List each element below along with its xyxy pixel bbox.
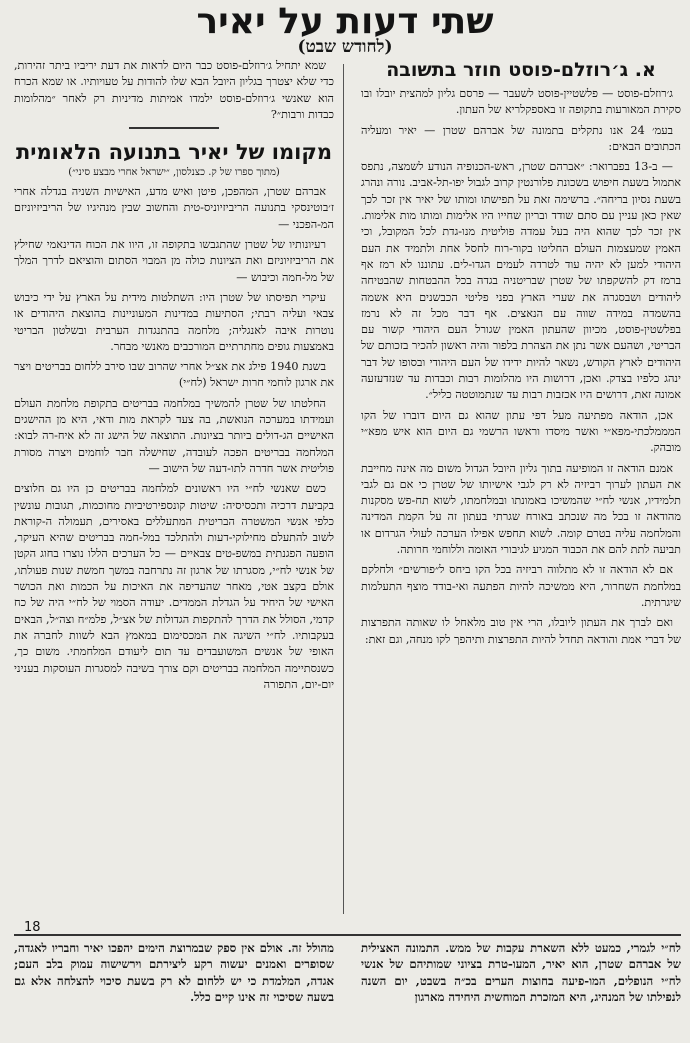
- page-subtitle: (לחודש שבט): [297, 37, 393, 57]
- section-divider: [129, 127, 219, 129]
- article1-title: א. ג׳רוזלם-פוסט חוזר בתשובה: [386, 59, 656, 81]
- article2-paragraph: רעיונותיו של שטרן שהתגבשו בתקופה זו, היוו את הכוח הדינאמי שחילץ את הריביזיוניזם ואת הציונות כולה מן המבוי הסתום והוציאם לדרך המלך של מל-חמה וכיבוש —: [14, 238, 334, 284]
- article1-paragraph: בעמ׳ 24 אנו נתקלים בתמונה של אברהם שטרן — יאיר ומעליה הכתובים הבאים:: [361, 123, 681, 153]
- article1-paragraph: — ב-13 בפברואר: ״אברהם שטרן, ראש-הכנופיה הנודע לשמצה, נתפס אתמול בשעת חיפוש בשכונת פלורנטין קרוב לגבול יפו-תל-אביב. נורה ונהרג בשעת נסיון בריחה״. ברשימה זאת על תפישתו ומותו של יאיר אין זכר לכך שאין כאן עניין עם סתם שודד ובריון שחייו היו אלימות ומותו מות אלימות. אין זכר לכך שהוא היה בעל עמדה פוליטית מנו-גדת לכל המקובל, וכי האמין שמעצמות העולם החליטו בקור-רוח לחסל אחת ולתמיד את העם היהודי למען לא יהיה עוד לטרדה לעמים הגדו-לים. עתוננו לא רמז אף ברמז דק להשקפתו של שטרן שבריטניה בגדה בכל ההבטחות שהבטיחה ליהודים ושבסגרה את שערי הארץ בפני פליטי הכבשנים היא אשמה בהשמדה במידה שווה עם הנאצים. אף דבר מכל זה לא נרמז בפלשטין-פוסט, מכיוון שהעתון האמין שגורל העם היהודי קשור עם הבריטי, ושהעם אשר נתן את הצהרת בלפור והיה ראשון להכיר בזכותם של היהודים לארץ הקודש, נשאר להיות ידידו של העם היהודי ובסופו של דבר ינהג כלפיו בצדק. ואכן, דרושות היו מהלומות רבות וכבדות עד שנזדעזעה אמונה זאת, דרושים היו אכזבות רבות עד שנתמוטטה כליל״.: [361, 160, 681, 402]
- article2-byline: (מתוך ספרו של ק. כצנלסון, ״ישראל אחרי מבצע סיני״): [68, 167, 280, 179]
- bottom-left-text: מהולל זה. אולם אין ספק שבמרוצת הימים יהפכו יאיר וחבריו לאגדה, שסופרים ואמנים יעשוה רקע ליצירתם וירשישוה עמוק בלב העם; אגדה, המלמדת כי יש ללחום לא רק בשעת סיכוי להצלחה אלא גם בשעה שסיכוי זה אינו קיים כלל.: [14, 941, 334, 1005]
- page-title: שתי דעות על יאיר: [196, 1, 494, 42]
- article1-paragraph: אמנם הודאה זו המופיעה בתוך גליון היובל הגדול משום מה אינה מחייבת את העתון לערוך רביזיה לא רק לגבי אישיותו של שטרן כי אם גם לגבי תלמידיו, אנשי לח״י שהמשיכו באמונתו ובמלחמתו, לשוא תח-פש מסקנות מהודאה זו בכל מה שנכתב באורח שגרתי בעתון זה על הקמת המדינה והמלחמה עליה בטרם קומה. לשוא תחפש אפילו הערכה לעולי הגרדום או תביעה לתת להם את הכבוד המגיע לגיבורי האומה וללוחמי חרותה.: [361, 461, 681, 557]
- article2-paragraph: בשנת 1940 פילג את אצ״ל אחרי שהרוב שבו סירב ללחום בבריטים ויצר את ארגון לוחמי חרות ישראל (לח״י): [14, 360, 334, 390]
- article2-title: מקומו של יאיר בתנועה הלאומית: [15, 140, 333, 165]
- article1-paragraph: אם לא הודאה זו לא מתלווה רביזיה בכל הקו ביחס ל״פורשים״ ולחלקם במלחמת השחרור, היא ממשיכה להיות הפתעה ואי-בודד מוצף התעלמות שיגרתית.: [361, 563, 681, 609]
- left-column: [14, 58, 334, 918]
- bottom-right-block: [361, 940, 681, 1040]
- bottom-left-block: [14, 940, 334, 1040]
- page-number: 18: [24, 920, 41, 935]
- article1-continuation: שמא יתחיל ג׳רוזלם-פוסט כבר היום לראות את דעת יריביו ביתר זהירות, כדי שלא יצטרך בגליון היובל הבא שלו להודות על טעויותיו. או שמא הכרח הוא שאנשי ג׳רוזלם-פוסט ילמדו אמיתות מדיניות רק לאחר ״מהלומות כבדות ורבות״?: [14, 59, 334, 121]
- column-divider: [343, 64, 344, 914]
- article1-paragraph: ג׳רוזלם-פוסט — פלשטיין-פוסט לשעבר — פרסם גליון למהצית יובלו ובו סקירת המאורעות בתקופה זו באספקלריא של העתון.: [361, 87, 681, 117]
- bottom-rule: [14, 934, 681, 936]
- article2-paragraph: עיקרי תפיסתו של שטרן היו: השתלטות מידית על הארץ על ידי כיבוש צבאי ועליה רבתי; הסתיעות במדינות המעוניינות בהוצאת היהודים או נוטרות איבה לאנגליה; מלחמה בהתנגדות הערבית ובשלטון הבריטי באמצעות גופים מחתרתיים המורכבים מאנשי מבחר.: [14, 290, 334, 353]
- right-column: [361, 58, 681, 918]
- article2-paragraph: אברהם שטרן, המהפכן, פיטן ואיש מדע, האישיות השניה בגדלה אחרי ז׳בוטינסקי בתנועה הריביזיוניס-טית והחשוב שבין מנהיגיו של הריביזיוניזם המ-הפכני —: [14, 185, 334, 231]
- article1-paragraph: אכן, הודאה מפתיעה מעל דפי עתון שהוא גם היום דוברו של הקו המממלכתי-מפא״י ואשר מיסדו וראשו הרשמי גם היום הוא איש מפא״י מובהק.: [361, 408, 681, 455]
- article2-paragraph: כשם שאנשי לח״י היו ראשונים למלחמה בבריטים כן היו גם חלוצים בקביעת דרכיה ותכסיסיה: שיטות קונספירטיביות מחוכמות, תגובות עונשין כלפי אנשי המשטרה הבריטית המתעללים באסירים, תעמולה ה-קוראת לשוב להתעלם מחילוקי-דעות ולהתלכד במל-חמה בבריטים שהיא העיקר, הופעה הפגנתית במשפ-טים צבאיים — כל הערכים הללו נוצרו בחוג הקטן של אנשי לח״י, מסגרתו של ארגון זה נתרחבה במשך חמשת שנות פעולתו, אולם בקצב אטי, מאחר שהעדיפה את האיכות על הכמות ואת הכושר האישי של היחיד על הגדלת הממדים. יעודה הסמוי של לח״י היה של כח קדמי, הסולל את הדרך להתקפות הגדולות של אצ״ל, פלמ״ח וצה״ל, הבאים בעקבותיו. לח״י השיגה את המכסימום במאמץ הבא לשוות לחברה את האופי של אנשים המשועבדים עד תום ליעודם המלחמתי. משום כך, כשנסתיימה המלחמה בבריטים וקם צורך בשיבה למסגרות העוסקות בעניני יום-יום, התפורה: [14, 482, 334, 691]
- article1-paragraph: ואם לברך את העתון ליובלו, הרי אין טוב מלאחל לו שאותה התפרצות של דברי אמת והודאה תחדל להיות התפרצות ותיהפך לקו מנחה, וגם זאת:: [361, 616, 681, 646]
- article2-paragraph: החלטתו של שטרן להמשיך במלחמה בבריטים בתקופת מלחמת העולם ועמידתו במערכה הנואשת, בה צעד לקראת מות ודאי, היא מן ההישגים האישיים הג-דולים ביותר בציונות. התוצאה של הישג זה לא איח-רה לבוא: המלחמה בבריטים הפכה לעובדה, שחישלה חבר לוחמים ויצרה מסורת פוליטית אשר חדרה לתו-דעה של הישוב —: [14, 396, 334, 475]
- bottom-right-text: לח״י לגמרי, כמעט ללא השארת עקבות של ממש. התמונה האצילית של אברהם שטרן, הוא יאיר, המעו-טרת בציוני שמותיהם של אנשי לח״י הנופלים, המו-פיעה בחוצות הערים בכ״ה בשבט, יום השנה לנפילתו של המנהיג, היא המזכרת המוחשית היחידה מארגון: [361, 941, 681, 1005]
